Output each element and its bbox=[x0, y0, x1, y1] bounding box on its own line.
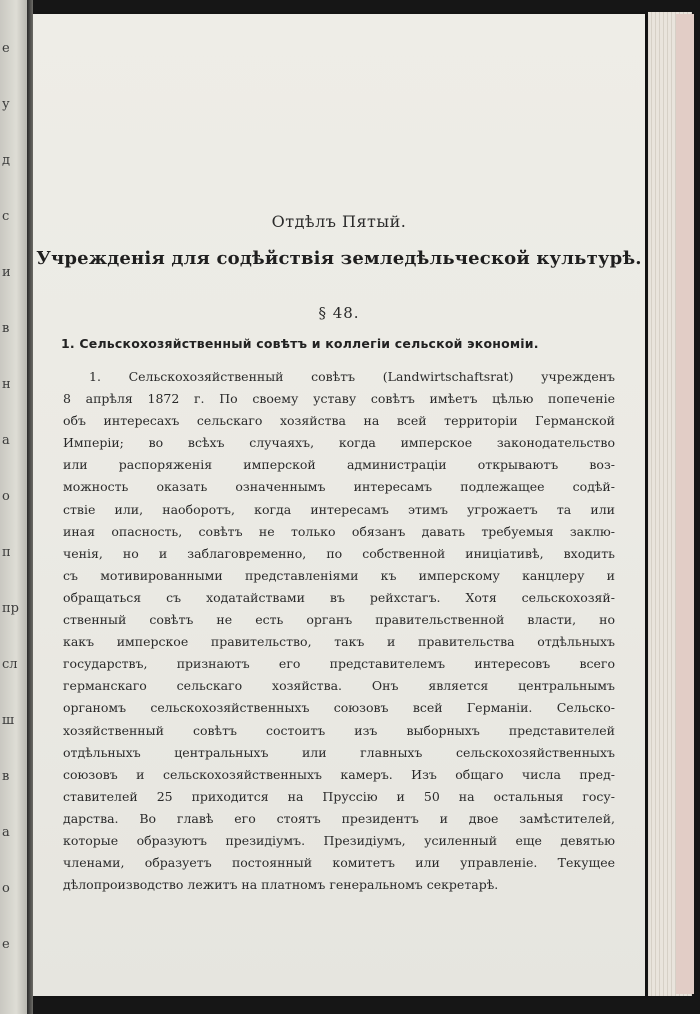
body-line: отдѣльныхъ центральныхъ или главныхъ сельскохозяйственныхъ bbox=[63, 744, 615, 760]
left-page-fragment: у bbox=[2, 97, 10, 112]
left-page-fragment: в bbox=[2, 321, 10, 336]
left-facing-page bbox=[0, 0, 27, 1014]
back-cover-edge bbox=[676, 14, 694, 994]
left-page-fragment: д bbox=[2, 153, 11, 168]
book-page bbox=[33, 14, 645, 996]
body-line: 8 апрѣля 1872 г. По своему уставу совѣтъ имѣетъ цѣлью попеченіе bbox=[63, 391, 615, 407]
body-line: ставителей 25 приходится на Пруссію и 50 на остальныя госу- bbox=[63, 788, 615, 804]
body-line: германскаго сельскаго хозяйства. Онъ является центральнымъ bbox=[63, 678, 615, 694]
body-line: хозяйственный совѣтъ состоитъ изъ выборныхъ представителей bbox=[63, 722, 615, 738]
body-line: какъ имперское правительство, такъ и правительства отдѣльныхъ bbox=[63, 634, 615, 650]
body-line: обращаться съ ходатайствами въ рейхстагъ. Хотя сельскохозяй- bbox=[63, 589, 615, 605]
left-page-fragment: а bbox=[2, 433, 10, 448]
left-page-fragment: н bbox=[2, 377, 11, 392]
section-heading: Отдѣлъ Пятый. bbox=[271, 212, 407, 231]
left-page-fragment: а bbox=[2, 825, 10, 840]
left-page-fragment: е bbox=[2, 41, 10, 56]
subsection-title: 1. Сельскохозяйственный совѣтъ и коллегіи сельской экономіи. bbox=[61, 336, 539, 351]
body-line: которые образуютъ президіумъ. Президіумъ, усиленный еще девятью bbox=[63, 832, 615, 848]
paragraph-number: § 48. bbox=[318, 304, 360, 322]
left-page-fragment: с bbox=[2, 209, 10, 224]
body-line: объ интересахъ сельскаго хозяйства на всей территоріи Германской bbox=[63, 413, 615, 429]
body-line: ствіе или, наоборотъ, когда интересамъ этимъ угрожаетъ та или bbox=[63, 501, 615, 517]
body-line: дарства. Во главѣ его стоятъ президентъ и двое замѣстителей, bbox=[63, 810, 615, 826]
left-page-fragment: о bbox=[2, 489, 10, 504]
left-page-fragment: пр bbox=[2, 601, 19, 616]
body-line: дѣлопроизводство лежитъ на платномъ генеральномъ секретарѣ. bbox=[63, 877, 499, 893]
left-page-fragment: е bbox=[2, 937, 10, 952]
body-line: союзовъ и сельскохозяйственныхъ камеръ. Изъ общаго числа пред- bbox=[63, 766, 615, 782]
body-line: съ мотивированными представленіями къ имперскому канцлеру и bbox=[63, 567, 615, 583]
left-page-fragment: п bbox=[2, 545, 11, 560]
left-page-fragment: и bbox=[2, 265, 11, 280]
left-page-fragment: ш bbox=[2, 713, 15, 728]
body-line: Имперіи; во всѣхъ случаяхъ, когда имперское законодательство bbox=[63, 435, 615, 451]
left-page-fragment: в bbox=[2, 769, 10, 784]
left-page-fragment: сл bbox=[2, 657, 18, 672]
body-line: можность оказать означеннымъ интересамъ подлежащее содѣй- bbox=[63, 479, 615, 495]
body-line: государствъ, признаютъ его представителемъ интересовъ всего bbox=[63, 656, 615, 672]
body-line: ченія, но и заблаговременно, по собственной иниціативѣ, входить bbox=[63, 545, 615, 561]
body-text bbox=[63, 366, 615, 896]
body-line: иная опасность, совѣтъ не только обязанъ давать требуемыя заклю- bbox=[63, 523, 615, 539]
left-page-fragment: о bbox=[2, 881, 10, 896]
body-line: или распоряженія имперской администраціи открываютъ воз- bbox=[63, 457, 615, 473]
body-line: членами, образуетъ постоянный комитетъ или управленіе. Текущее bbox=[63, 855, 615, 871]
body-line: органомъ сельскохозяйственныхъ союзовъ всей Германіи. Сельско- bbox=[63, 700, 615, 716]
body-line: 1. Сельскохозяйственный совѣтъ (Landwirtschaftsrat) учрежденъ bbox=[89, 369, 615, 384]
section-title: Учрежденія для содѣйствія земледѣльческой культурѣ. bbox=[36, 248, 642, 269]
body-line: ственный совѣтъ не есть органъ правительственной власти, но bbox=[63, 612, 615, 628]
